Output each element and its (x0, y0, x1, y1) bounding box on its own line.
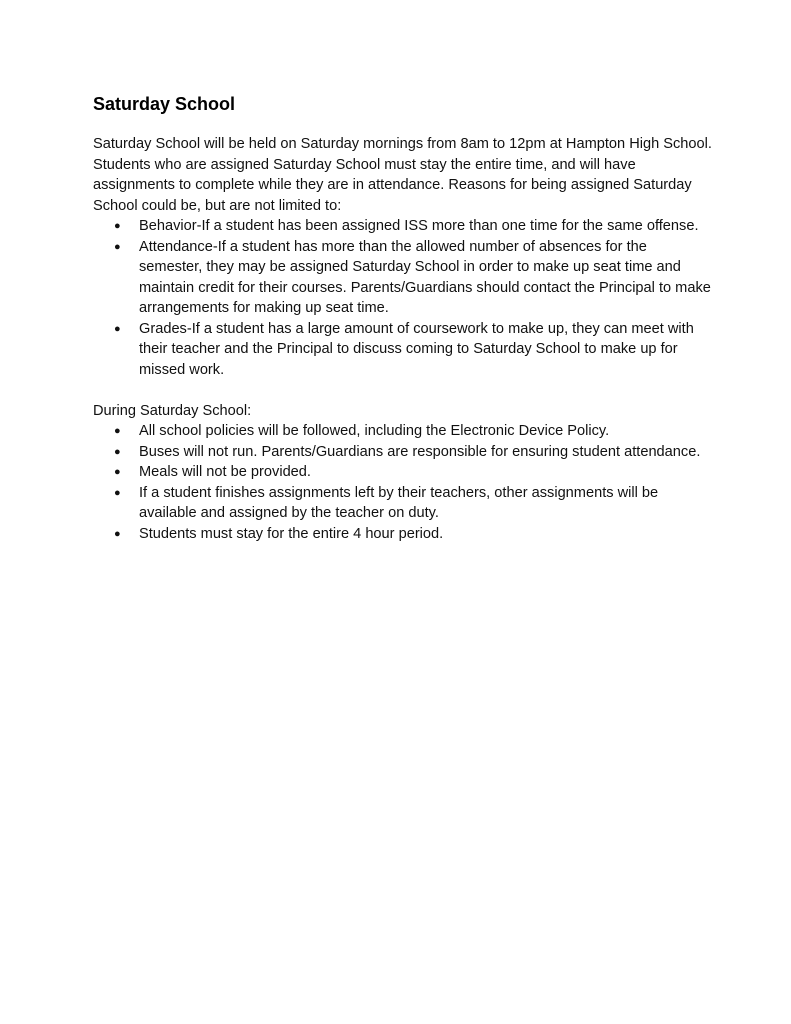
bullet-icon: ● (114, 445, 121, 458)
list-item (93, 442, 713, 463)
list-item (93, 421, 713, 442)
bullet-icon: ● (114, 220, 121, 232)
list-item-text: Meals will not be provided. (139, 464, 311, 480)
intro-paragraph: Saturday School will be held on Saturday mornings from 8am to 12pm at Hampton High School. Students who are assigned Saturday School must stay the entire time, and will have assignments to complete while they are in attendance. Reasons for being assigned Saturday School could be, but are not limited to: (93, 136, 712, 214)
during-heading: During Saturday School: (93, 402, 252, 419)
list-item-text: Attendance-If a student has more than the allowed number of absences for the semester, they may be assigned Saturday School in order to make up seat time and maintain credit for their courses. Parents/Guardians should contact the Principal to make arrangements for making up seat time. (139, 238, 711, 316)
list-item (93, 524, 713, 545)
bullet-icon: ● (114, 425, 121, 437)
bullet-icon: ● (114, 486, 121, 499)
reasons-list (93, 216, 713, 380)
list-item-text: Grades-If a student has a large amount of coursework to make up, they can meet with their teacher and the Principal to discuss coming to Saturday School to make up for missed work. (139, 320, 694, 378)
list-item-text: All school policies will be followed, including the Electronic Device Policy. (139, 423, 610, 439)
list-item (93, 237, 713, 319)
list-item (93, 483, 713, 524)
list-item (93, 216, 713, 237)
list-item (93, 462, 713, 483)
page-title: Saturday School (93, 94, 236, 114)
paragraph-spacer (93, 380, 713, 401)
bullet-icon: ● (114, 322, 121, 335)
list-item-text: Behavior-If a student has been assigned ISS more than one time for the same offense. (139, 218, 699, 234)
list-item-text: If a student finishes assignments left by their teachers, other assignments will be available and assigned by the teacher on duty. (139, 484, 659, 521)
rules-list (93, 421, 713, 544)
list-item (93, 319, 713, 381)
list-item-text: Students must stay for the entire 4 hour period. (139, 525, 444, 542)
bullet-icon: ● (114, 466, 121, 478)
bullet-icon: ● (114, 527, 121, 540)
bullet-icon: ● (114, 240, 121, 253)
list-item-text: Buses will not run. Parents/Guardians are responsible for ensuring student attendance. (139, 443, 701, 460)
document-body (93, 92, 713, 544)
